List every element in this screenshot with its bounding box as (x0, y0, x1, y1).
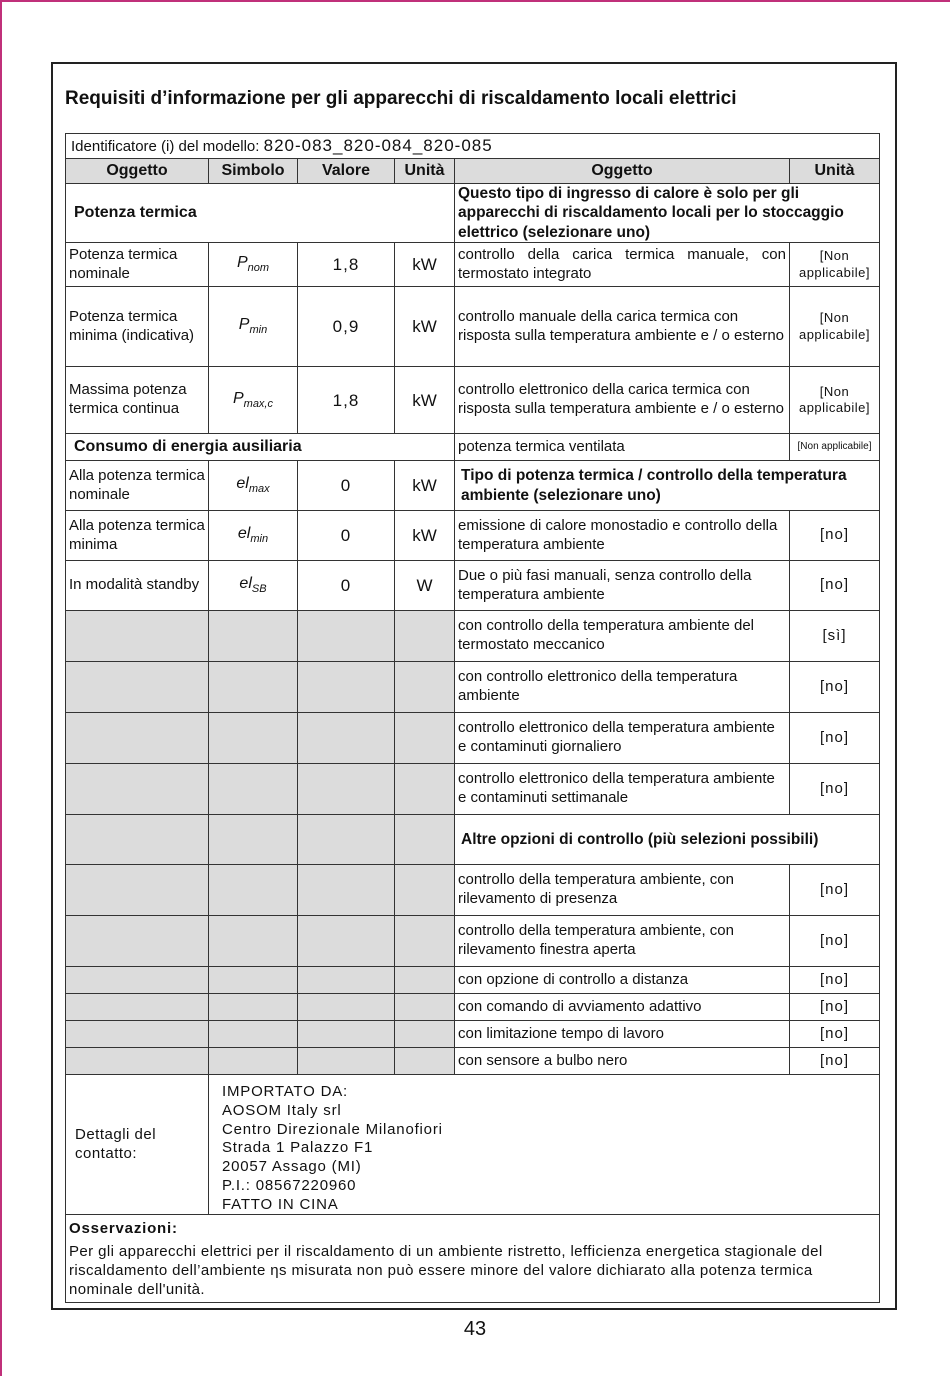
value-right: [no] (790, 561, 880, 611)
table-row (66, 1021, 880, 1048)
contact-line: AOSOM Italy srl (222, 1101, 342, 1119)
row-label-right: controllo della temperatura ambiente, con rilevamento finestra aperta (455, 916, 790, 967)
unit-cell: kW (395, 287, 455, 367)
symbol-cell: $el_{SB}$ (209, 561, 298, 611)
table-row (66, 916, 880, 967)
symbol-cell: $el_{max}$ (209, 461, 298, 511)
row-label-right: controllo manuale della carica termica con risposta sulla temperatura ambiente e / o esterno (455, 287, 790, 367)
symbol-cell: $el_{min}$ (209, 511, 298, 561)
row-label-right: controllo elettronico della temperatura ambiente e contaminuti settimanale (455, 764, 790, 815)
page-title: Requisiti d’informazione per gli apparecchi di riscaldamento locali elettrici (65, 88, 737, 109)
contact-row (66, 1075, 880, 1215)
value-cell: 1,8 (298, 243, 395, 287)
contact-line: Strada 1 Palazzo F1 (222, 1139, 374, 1157)
identifier-label: Identificatore (i) del modello: (71, 138, 260, 156)
contact-line: 20057 Assago (MI) (222, 1158, 362, 1176)
unit-cell: kW (395, 367, 455, 434)
unit-cell: W (395, 561, 455, 611)
table-row (66, 865, 880, 916)
header-unit-right: Unità (790, 159, 880, 184)
table-row (66, 611, 880, 662)
contact-line: Centro Direzionale Milanofiori (222, 1120, 443, 1138)
header-value: Valore (298, 159, 395, 184)
value-right: [Non applicabile] (790, 243, 880, 287)
table-row (66, 243, 880, 287)
symbol-cell: $P_{max,c}$ (209, 367, 298, 434)
fan-heat-value: [Non applicabile] (790, 434, 880, 461)
table-row (66, 461, 880, 511)
storage-heater-heading: Questo tipo di ingresso di calore è solo per gli apparecchi di riscaldamento locali per lo stoccaggio elettrico (selezionare uno) (455, 184, 880, 243)
value-right: [sì] (790, 611, 880, 662)
value-cell: 0,9 (298, 287, 395, 367)
row-label-right: controllo della temperatura ambiente, con rilevamento di presenza (455, 865, 790, 916)
other-options-header-row (66, 815, 880, 865)
row-label: In modalità standby (66, 561, 209, 611)
notes-row (66, 1215, 880, 1303)
value-right: [no] (790, 764, 880, 815)
row-label: Alla potenza termica minima (66, 511, 209, 561)
table-row (66, 994, 880, 1021)
control-type-heading: Tipo di potenza termica / controllo della temperatura ambiente (selezionare uno) (455, 461, 880, 511)
contact-line: FATTO IN CINA (222, 1195, 339, 1213)
table-row (66, 764, 880, 815)
notes-cell (66, 1215, 880, 1303)
row-label-right: con controllo della temperatura ambiente del termostato meccanico (455, 611, 790, 662)
table-row (66, 561, 880, 611)
row-label: Massima potenza termica continua (66, 367, 209, 434)
value-right: [no] (790, 865, 880, 916)
table-row (66, 511, 880, 561)
heat-output-section-row (66, 184, 880, 243)
value-right: [no] (790, 1048, 880, 1075)
table-row (66, 967, 880, 994)
row-label: Alla potenza termica nominale (66, 461, 209, 511)
identifier-row (66, 134, 880, 159)
value-cell: 0 (298, 511, 395, 561)
notes-label: Osservazioni: (69, 1220, 178, 1238)
unit-cell: kW (395, 243, 455, 287)
contact-details (209, 1075, 880, 1215)
row-label-right: con comando di avviamento adattivo (455, 994, 790, 1021)
header-row (66, 159, 880, 184)
table-row (66, 367, 880, 434)
header-unit: Unità (395, 159, 455, 184)
other-options-heading: Altre opzioni di controllo (più selezioni possibili) (455, 815, 880, 865)
heat-output-heading: Potenza termica (66, 184, 455, 243)
row-label-right: con sensore a bulbo nero (455, 1048, 790, 1075)
header-item-right: Oggetto (455, 159, 790, 184)
page-edge-left (0, 0, 2, 1376)
model-identifier (66, 134, 880, 159)
value-right: [no] (790, 1021, 880, 1048)
value-right: [no] (790, 511, 880, 561)
value-right: [Non applicabile] (790, 287, 880, 367)
aux-heading: Consumo di energia ausiliaria (66, 434, 455, 461)
value-right: [no] (790, 967, 880, 994)
page-number: 43 (463, 1318, 487, 1340)
model-numbers: 820-083_820-084_820-085 (263, 136, 493, 156)
unit-cell: kW (395, 511, 455, 561)
unit-cell: kW (395, 461, 455, 511)
notes-text: Per gli apparecchi elettrici per il riscaldamento di un ambiente ristretto, lefficienza energetica stagionale del riscaldamento dell’ambiente ηs misurata non può essere minore del valore dichiarato alla potenza termica nominale dell'unità. (69, 1243, 823, 1298)
header-item: Oggetto (66, 159, 209, 184)
row-label-right: con opzione di controllo a distanza (455, 967, 790, 994)
row-label: Potenza termica nominale (66, 243, 209, 287)
table-row (66, 662, 880, 713)
info-table (65, 133, 880, 1303)
symbol-cell: $P_{nom}$ (209, 243, 298, 287)
page-edge-top (0, 0, 950, 2)
value-right: [no] (790, 662, 880, 713)
value-right: [Non applicabile] (790, 367, 880, 434)
header-symbol: Simbolo (209, 159, 298, 184)
contact-line: IMPORTATO DA: (222, 1083, 348, 1101)
row-label-right: controllo della carica termica manuale, con termostato integrato (455, 243, 790, 287)
value-right: [no] (790, 994, 880, 1021)
row-label-right: emissione di calore monostadio e controllo della temperatura ambiente (455, 511, 790, 561)
row-label-right: controllo elettronico della temperatura ambiente e contaminuti giornaliero (455, 713, 790, 764)
row-label-right: con limitazione tempo di lavoro (455, 1021, 790, 1048)
value-cell: 0 (298, 561, 395, 611)
value-right: [no] (790, 916, 880, 967)
row-label-right: controllo elettronico della carica termica con risposta sulla temperatura ambiente e / o esterno (455, 367, 790, 434)
table-row (66, 1048, 880, 1075)
value-cell: 1,8 (298, 367, 395, 434)
row-label-right: Due o più fasi manuali, senza controllo della temperatura ambiente (455, 561, 790, 611)
table-row (66, 713, 880, 764)
contact-line: P.I.: 08567220960 (222, 1176, 357, 1194)
fan-heat-label: potenza termica ventilata (455, 434, 790, 461)
value-cell: 0 (298, 461, 395, 511)
row-label-right: con controllo elettronico della temperatura ambiente (455, 662, 790, 713)
table-row (66, 287, 880, 367)
contact-label: Dettagli del contatto: (66, 1075, 209, 1215)
row-label: Potenza termica minima (indicativa) (66, 287, 209, 367)
symbol-cell: $P_{min}$ (209, 287, 298, 367)
value-right: [no] (790, 713, 880, 764)
aux-section-row (66, 434, 880, 461)
